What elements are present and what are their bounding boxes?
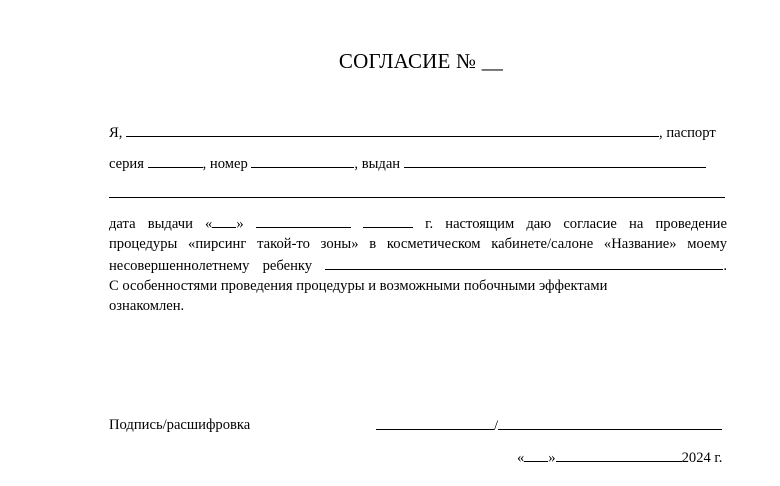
issued-continuation-blank[interactable]: [109, 183, 725, 198]
paragraph-line-3: [109, 255, 727, 276]
series-label: серия: [109, 156, 144, 172]
year-blank[interactable]: [363, 213, 413, 228]
sign-day-blank[interactable]: [524, 447, 548, 462]
issued-blank[interactable]: [404, 153, 706, 168]
period: .: [723, 257, 727, 274]
signing-date: [517, 447, 722, 468]
sign-month-blank[interactable]: [556, 447, 682, 462]
number-blank[interactable]: [251, 153, 354, 168]
paragraph-line-2: процедуры «пирсинг такой-то зоны» в косметическом кабинете/салоне «Название» моему: [109, 236, 727, 253]
name-blank[interactable]: [126, 122, 659, 137]
series-blank[interactable]: [148, 153, 203, 168]
date-issued-prefix: дата выдачи «: [109, 216, 213, 232]
number-label: , номер: [202, 156, 248, 172]
paragraph-line-5: ознакомлен.: [109, 298, 185, 315]
signature-separator: /: [494, 418, 499, 434]
consent-paragraph: [109, 213, 727, 316]
paragraph-line-4: С особенностями проведения процедуры и возможными побочными эффектами: [109, 277, 608, 294]
day-blank[interactable]: [212, 213, 236, 228]
name-line: [109, 122, 716, 142]
sign-year: 2024 г.: [681, 450, 723, 466]
child-name-blank[interactable]: [325, 255, 723, 270]
signature-label: Подпись/расшифровка: [109, 417, 251, 433]
date-issued-close-quote: »: [236, 216, 244, 232]
date-open-quote: «: [517, 450, 525, 466]
issued-label: , выдан: [354, 156, 401, 172]
passport-line: [109, 153, 706, 173]
child-label: несовершеннолетнему ребенку: [109, 257, 313, 274]
issued-continuation-line: [109, 183, 725, 203]
signature-line: [376, 415, 722, 436]
passport-label: , паспорт: [659, 125, 716, 141]
name-prefix: Я,: [109, 125, 123, 141]
paragraph-line-1: [109, 213, 727, 234]
name-decoding-blank[interactable]: [498, 415, 722, 430]
document-title: СОГЛАСИЕ № __: [338, 49, 504, 73]
date-close-quote: »: [548, 450, 556, 466]
month-blank[interactable]: [256, 213, 351, 228]
signature-blank[interactable]: [376, 415, 494, 430]
consent-text-start: г. настоящим даю согласие на проведение: [425, 216, 727, 232]
